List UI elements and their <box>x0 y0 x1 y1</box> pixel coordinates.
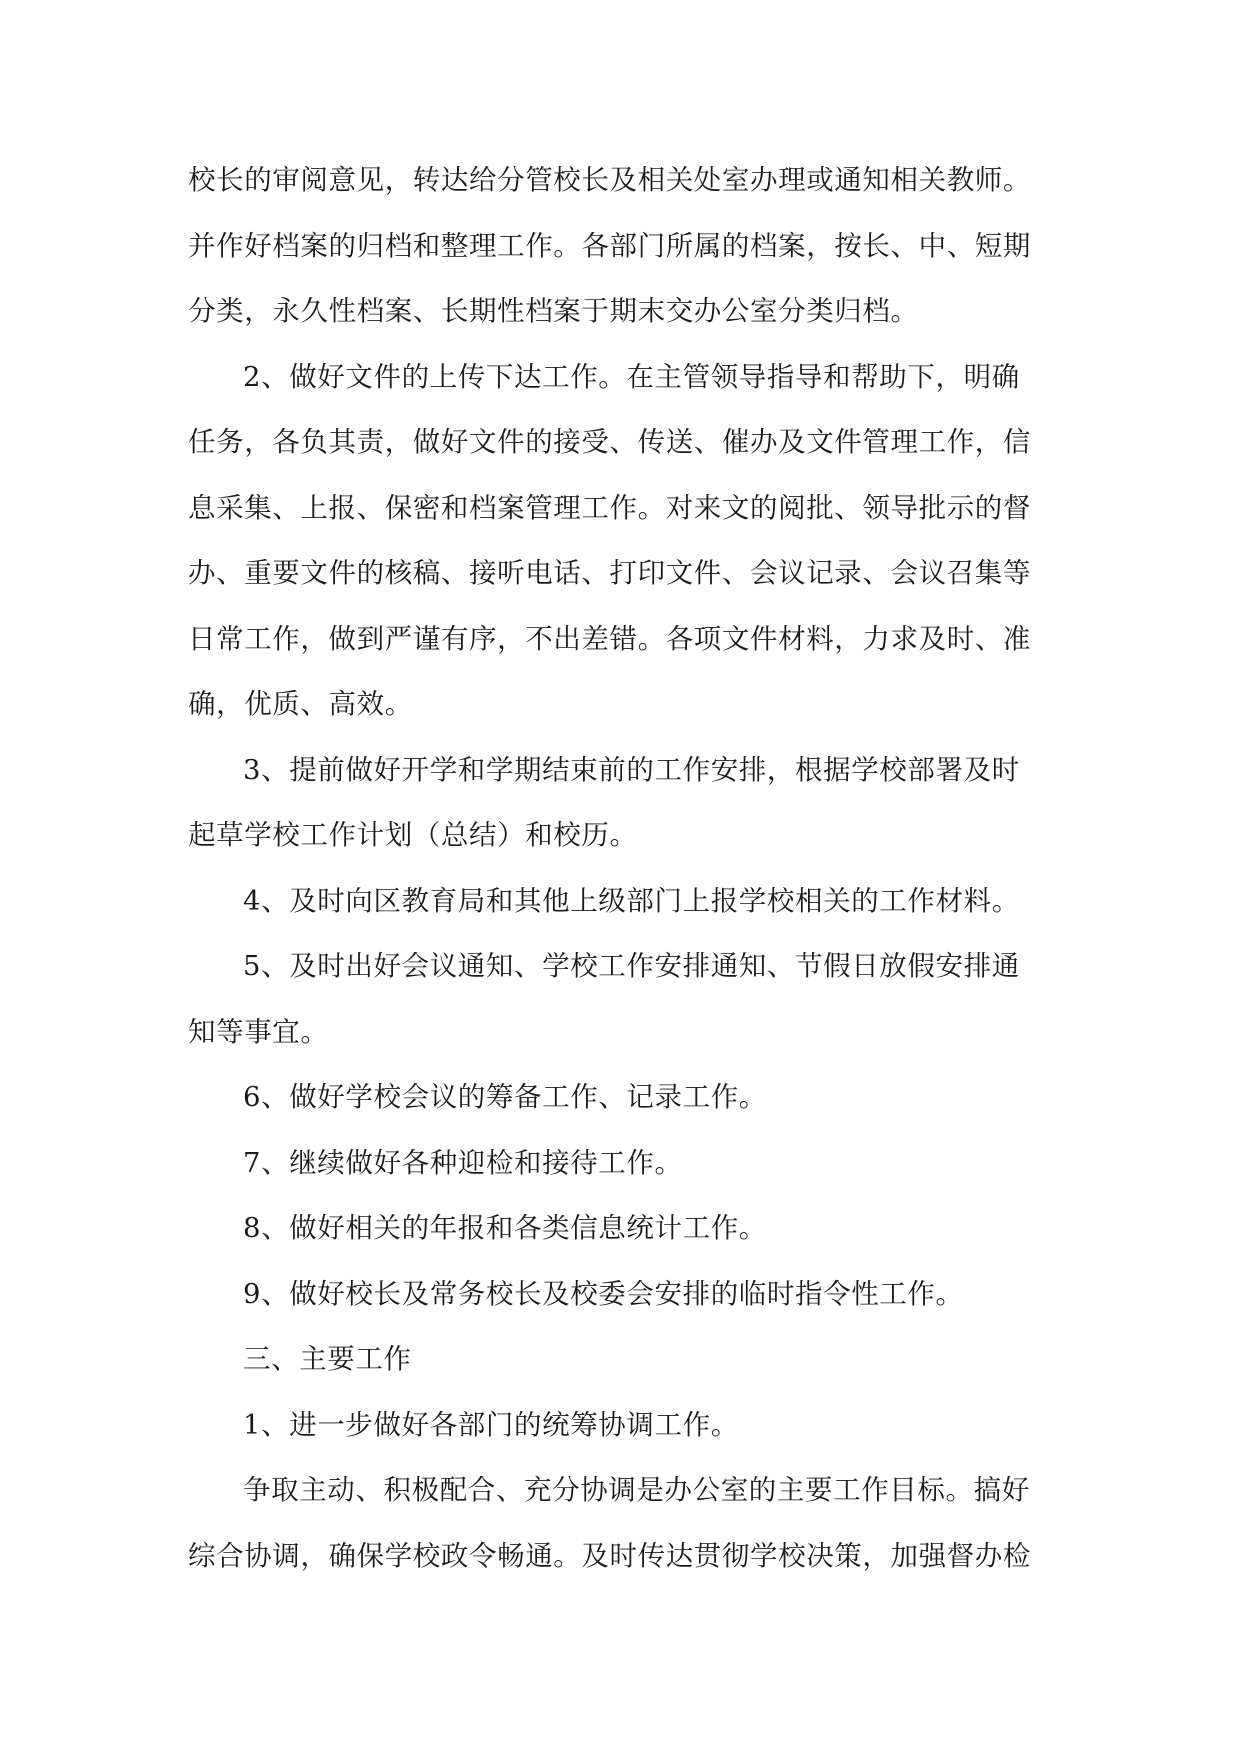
text-line: 校长的审阅意见，转达给分管校长及相关处室办理或通知相关教师。 <box>188 164 1031 196</box>
text-line: 日常工作，做到严谨有序，不出差错。各项文件材料，力求及时、准 <box>188 622 1031 655</box>
section-heading: 三、主要工作 <box>243 1343 412 1375</box>
text-line: 1、进一步做好各部门的统筹协调工作。 <box>243 1408 739 1441</box>
text-line: 6、做好学校会议的筹备工作、记录工作。 <box>243 1081 767 1113</box>
text-line: 9、做好校长及常务校长及校委会安排的临时指令性工作。 <box>243 1277 964 1310</box>
text-line: 确，优质、高效。 <box>188 688 413 720</box>
text-line: 综合协调，确保学校政令畅通。及时传达贯彻学校决策，加强督办检 <box>188 1539 1031 1572</box>
text-line: 7、继续做好各种迎检和接待工作。 <box>243 1146 683 1179</box>
text-line: 并作好档案的归档和整理工作。各部门所属的档案，按长、中、短期 <box>188 229 1031 262</box>
text-line: 2、做好文件的上传下达工作。在主管领导指导和帮助下，明确 <box>243 360 1020 393</box>
text-line: 4、及时向区教育局和其他上级部门上报学校相关的工作材料。 <box>243 884 1020 917</box>
text-line: 办、重要文件的核稿、接听电话、打印文件、会议记录、会议召集等 <box>188 557 1031 589</box>
text-line: 任务，各负其责，做好文件的接受、传送、催办及文件管理工作，信 <box>188 426 1031 458</box>
text-line: 争取主动、积极配合、充分协调是办公室的主要工作目标。搞好 <box>243 1474 1030 1506</box>
text-line: 息采集、上报、保密和档案管理工作。对来文的阅批、领导批示的督 <box>188 491 1031 524</box>
text-line: 5、及时出好会议通知、学校工作安排通知、节假日放假安排通 <box>243 950 1020 982</box>
text-line: 8、做好相关的年报和各类信息统计工作。 <box>243 1212 767 1244</box>
text-line: 分类，永久性档案、长期性档案于期末交办公室分类归档。 <box>188 295 919 327</box>
document-body <box>188 148 1068 1589</box>
text-line: 3、提前做好开学和学期结束前的工作安排，根据学校部署及时 <box>243 753 1020 786</box>
text-line: 起草学校工作计划（总结）和校历。 <box>188 819 638 851</box>
text-line: 知等事宜。 <box>188 1015 329 1048</box>
